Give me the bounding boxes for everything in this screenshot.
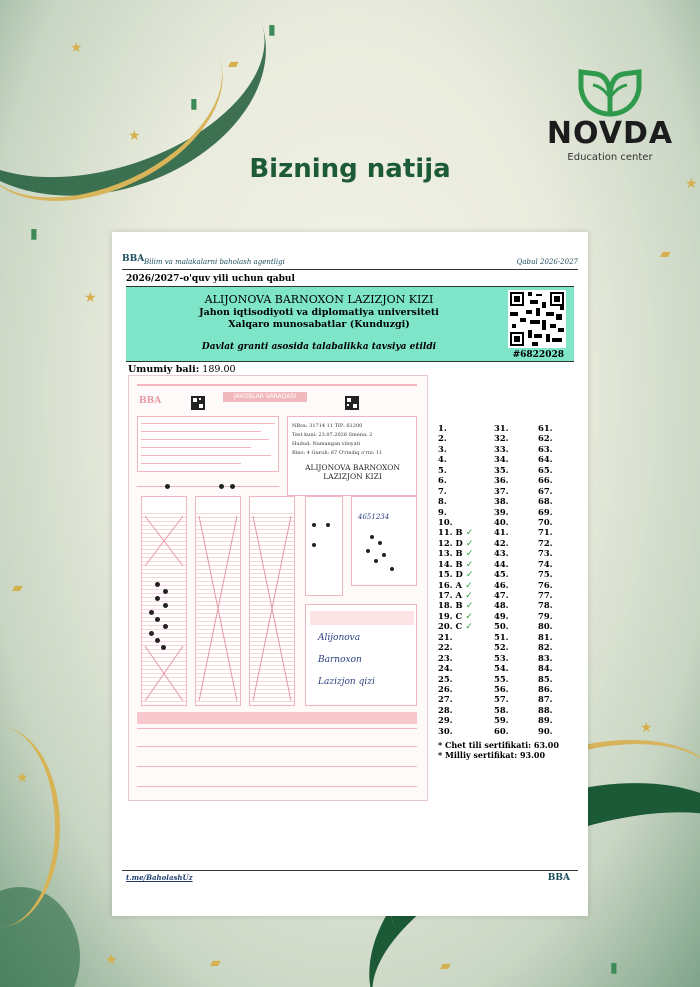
university-name: Jahon iqtisodiyoti va diplomatiya universiteti: [199, 307, 439, 318]
filled-bubble: [312, 543, 316, 547]
answer-item: 59.: [494, 715, 509, 726]
brand-tagline: Education center: [567, 152, 653, 163]
answer-item: 67.: [538, 485, 553, 496]
filled-bubble: [370, 535, 374, 539]
instructions-box: [137, 416, 279, 472]
answer-item: 42.: [494, 537, 509, 548]
total-score-label: Umumiy bali:: [128, 364, 200, 375]
sheet-border: [137, 384, 417, 386]
instruction-line: [141, 463, 241, 464]
answer-number: 16.: [438, 579, 453, 590]
answer-item: 51.: [494, 631, 509, 642]
answers-column-3: [538, 423, 553, 736]
check-icon: ✓: [462, 549, 474, 560]
agency-name: Bilim va malakalarni baholash agentligi: [144, 258, 285, 266]
star-icon: ★: [105, 952, 118, 968]
answer-number: 3.: [438, 443, 447, 454]
answer-item: 53.: [494, 652, 509, 663]
confetti-icon: ▰: [228, 56, 239, 72]
answer-number: 8.: [438, 496, 447, 507]
answer-item: [438, 694, 473, 704]
answer-item: [438, 705, 473, 715]
answer-item: 86.: [538, 683, 553, 694]
answer-item: 36.: [494, 475, 509, 486]
star-icon: ★: [16, 770, 29, 786]
answer-letter: B: [455, 600, 463, 611]
sheet-qr-icon: [191, 396, 205, 410]
cert-value: 63.00: [533, 740, 559, 750]
answer-number: 9.: [438, 506, 447, 517]
answer-number: 26.: [438, 683, 453, 694]
code-box: [351, 496, 417, 586]
answer-item: [438, 548, 473, 558]
answer-item: 60.: [494, 725, 509, 736]
answer-number: 30.: [438, 725, 453, 736]
confetti-icon: ▰: [12, 580, 23, 596]
confetti-icon: ▮: [610, 960, 618, 976]
filled-bubble: [155, 638, 160, 643]
answer-item: [438, 538, 473, 548]
answer-number: 18.: [438, 600, 453, 611]
sheet-meta-line: Hudud: Namangan viloyati: [292, 441, 361, 447]
answer-item: [438, 496, 473, 506]
answer-item: 49.: [494, 610, 509, 621]
answer-item: 63.: [538, 443, 553, 454]
answer-item: [438, 559, 473, 569]
star-icon: ★: [640, 720, 653, 736]
answer-number: 15.: [438, 569, 453, 580]
answer-item: 47.: [494, 590, 509, 600]
certificate-sheet: [112, 232, 588, 916]
grant-status: Davlat granti asosida talabalikka tavsiya etildi: [201, 342, 437, 352]
signature-line: Alijonova: [318, 633, 361, 643]
marker-dot: [219, 484, 224, 489]
filled-bubble: [155, 617, 160, 622]
filled-bubble: [155, 582, 160, 587]
filled-bubble: [366, 549, 370, 553]
star-icon: ★: [685, 176, 698, 192]
answer-item: 52.: [494, 642, 509, 653]
answer-item: 64.: [538, 454, 553, 465]
footer-divider: [122, 870, 578, 871]
filled-bubble: [374, 559, 378, 563]
sheet-logo-icon: BBA: [139, 396, 162, 406]
answer-item: 84.: [538, 663, 553, 674]
filled-bubble: [161, 645, 166, 650]
answer-item: [438, 517, 473, 527]
crossed-columns: [141, 496, 295, 706]
sheet-divider: [137, 766, 417, 767]
answer-item: [438, 569, 473, 579]
answer-item: 70.: [538, 516, 553, 527]
sheet-divider: [137, 486, 279, 487]
instruction-line: [141, 431, 261, 432]
signature-box: [305, 604, 417, 706]
leaf-logo-icon: [575, 68, 645, 118]
check-icon: ✓: [462, 601, 474, 612]
answer-item: [438, 454, 473, 464]
sheet-divider: [137, 728, 417, 729]
sheet-meta-line: NBox: 31714 11 TIP: 61200: [292, 423, 363, 429]
certificates-list: [438, 740, 559, 760]
agency-logo-icon: BBA: [547, 873, 570, 883]
answer-number: 23.: [438, 652, 453, 663]
answer-item: 62.: [538, 433, 553, 444]
answer-item: 69.: [538, 506, 553, 517]
sheet-name-line: ALIJONOVA BARNOXON: [305, 463, 400, 472]
filled-bubble: [163, 624, 168, 629]
cert-line: [438, 750, 559, 760]
answer-item: [438, 611, 473, 621]
filled-bubble: [326, 523, 330, 527]
answer-letter: B: [455, 558, 463, 569]
star-icon: ★: [84, 290, 97, 306]
star-icon: ★: [70, 40, 83, 56]
answer-number: 1.: [438, 423, 447, 433]
answer-letter: B: [455, 548, 463, 559]
answer-item: [438, 527, 473, 537]
answer-number: 4.: [438, 454, 447, 465]
cert-value: 93.00: [519, 750, 546, 760]
answer-item: [438, 632, 473, 642]
answer-number: 27.: [438, 694, 453, 705]
confetti-icon: ▮: [30, 226, 38, 242]
answer-item: 34.: [494, 454, 509, 465]
certificate-id: #6822028: [512, 350, 564, 360]
answer-item: [438, 715, 473, 725]
answer-number: 10.: [438, 516, 453, 527]
answer-number: 14.: [438, 558, 453, 569]
answer-item: 58.: [494, 704, 509, 715]
signature-line: Lazizjon qizi: [318, 677, 375, 687]
answer-item: [438, 465, 473, 475]
sheet-meta-line: Bino: 4 Guruh: 67 O'rindiq o'rni: 11: [292, 450, 383, 456]
admission-label: 2026/2027-o'quv yili uchun qabul: [126, 274, 295, 284]
answer-letter: C: [455, 621, 463, 632]
answer-item: 85.: [538, 673, 553, 684]
admission-year: Qabul 2026-2027: [516, 258, 578, 266]
answer-number: 13.: [438, 548, 453, 559]
answer-number: 25.: [438, 673, 453, 684]
check-icon: ✓: [462, 580, 473, 591]
marker-dot: [230, 484, 235, 489]
sheet-divider: [137, 746, 417, 747]
handwritten-code: 4651234: [358, 513, 390, 521]
check-icon: ✓: [462, 622, 473, 633]
filled-bubble: [390, 567, 394, 571]
confetti-icon: ▰: [660, 246, 671, 262]
answer-item: [438, 663, 473, 673]
answer-item: 81.: [538, 631, 553, 642]
cert-label: * Milliy sertifikat:: [438, 750, 518, 760]
sheet-divider: [137, 786, 417, 787]
answer-item: [438, 444, 473, 454]
answer-item: [438, 653, 473, 663]
answer-number: 6.: [438, 475, 447, 486]
answer-item: 43.: [494, 548, 509, 559]
answer-item: 89.: [538, 715, 553, 726]
answer-sheet-scan: [128, 375, 428, 801]
cert-line: [438, 740, 559, 750]
brand-name: NOVDA: [546, 116, 674, 151]
answer-number: 29.: [438, 715, 453, 726]
instruction-line: [141, 439, 269, 440]
answer-item: 77.: [538, 590, 553, 600]
answer-item: 83.: [538, 652, 553, 663]
check-icon: ✓: [462, 570, 474, 581]
answer-item: [438, 486, 473, 496]
answer-item: [438, 600, 473, 610]
marker-dot: [165, 484, 170, 489]
answer-letter: A: [455, 590, 462, 600]
answer-item: 41.: [494, 527, 509, 538]
page-title: Bizning natija: [249, 154, 451, 184]
answer-item: 74.: [538, 558, 553, 569]
answer-item: [438, 684, 473, 694]
check-icon: ✓: [462, 591, 473, 601]
instruction-line: [141, 423, 275, 424]
qr-code-icon: [508, 290, 566, 348]
answer-letter: D: [455, 537, 463, 548]
answer-item: 66.: [538, 475, 553, 486]
answer-item: 50.: [494, 621, 509, 632]
confetti-icon: ▮: [190, 96, 198, 112]
answer-item: 61.: [538, 423, 553, 433]
answer-item: [438, 433, 473, 443]
answer-letter: C: [455, 610, 463, 621]
answer-item: 35.: [494, 464, 509, 475]
certificate-header: [122, 254, 578, 270]
filled-bubble: [155, 596, 160, 601]
answer-item: 73.: [538, 548, 553, 559]
check-icon: ✓: [462, 559, 474, 570]
answer-letter: A: [455, 579, 462, 590]
answer-item: 72.: [538, 537, 553, 548]
answer-item: 31.: [494, 423, 509, 433]
sheet-footer-band: [137, 712, 417, 724]
answer-item: [438, 507, 473, 517]
answer-item: 39.: [494, 506, 509, 517]
answer-item: 71.: [538, 527, 553, 538]
answer-number: 12.: [438, 537, 453, 548]
answer-item: 37.: [494, 485, 509, 496]
answer-item: [438, 674, 473, 684]
answer-item: 40.: [494, 516, 509, 527]
answer-item: 56.: [494, 683, 509, 694]
sheet-name-line: LAZIZJON KIZI: [323, 472, 382, 481]
answer-item: 68.: [538, 496, 553, 507]
answer-item: 90.: [538, 725, 553, 736]
answer-number: 28.: [438, 704, 453, 715]
instruction-line: [141, 455, 271, 456]
star-icon: ★: [128, 128, 141, 144]
answer-number: 2.: [438, 433, 447, 444]
answer-item: [438, 423, 473, 433]
answer-item: 54.: [494, 663, 509, 674]
answer-sheet-title: JAVOBLAR VARAQASI: [223, 392, 307, 402]
check-icon: ✓: [462, 611, 473, 622]
confetti-icon: ▰: [440, 958, 451, 974]
answers-column-1: [438, 423, 473, 736]
answer-item: [438, 642, 473, 652]
filled-bubble: [163, 589, 168, 594]
answer-item: 32.: [494, 433, 509, 444]
answers-column-2: [494, 423, 509, 736]
answer-letter: D: [455, 569, 463, 580]
answer-item: 80.: [538, 621, 553, 632]
check-icon: ✓: [462, 528, 474, 539]
instruction-line: [141, 447, 251, 448]
filled-bubble: [149, 610, 154, 615]
total-score-value: 189.00: [202, 364, 236, 375]
confetti-icon: ▰: [210, 955, 221, 971]
answer-number: 5.: [438, 464, 447, 475]
answer-number: 11.: [438, 527, 453, 538]
answer-item: 78.: [538, 600, 553, 611]
filled-bubble: [378, 541, 382, 545]
result-banner: [126, 286, 574, 362]
filled-bubble: [382, 553, 386, 557]
answer-item: 44.: [494, 558, 509, 569]
answer-item: [438, 475, 473, 485]
student-name: ALIJONOVA BARNOXON LAZIZJON KIZI: [204, 293, 434, 306]
answer-item: 75.: [538, 569, 553, 580]
answer-number: 21.: [438, 631, 453, 642]
answer-number: 20.: [438, 621, 453, 632]
confetti-icon: ▮: [268, 22, 276, 38]
answer-item: [438, 726, 473, 736]
answer-item: [438, 580, 473, 590]
answer-letter: B: [455, 527, 463, 538]
answer-item: 33.: [494, 443, 509, 454]
signature-line: Barnoxon: [318, 655, 362, 665]
filled-bubble: [312, 523, 316, 527]
filled-bubble: [163, 603, 168, 608]
sheet-qr-icon: [345, 396, 359, 410]
answer-item: 45.: [494, 569, 509, 580]
answer-item: 79.: [538, 610, 553, 621]
total-score: [128, 364, 236, 375]
sheet-meta-line: Test kuni: 23.07.2026 Smena: 2: [292, 432, 373, 438]
variant-box: [305, 496, 343, 596]
answer-item: 82.: [538, 642, 553, 653]
answer-item: 57.: [494, 694, 509, 705]
answer-item: 88.: [538, 704, 553, 715]
answer-number: 22.: [438, 642, 453, 653]
answer-item: 38.: [494, 496, 509, 507]
faculty-name: Xalqaro munosabatlar (Kunduzgi): [228, 319, 410, 330]
telegram-link[interactable]: t.me/BaholashUz: [126, 873, 193, 882]
answer-item: 87.: [538, 694, 553, 705]
answer-number: 24.: [438, 663, 453, 674]
check-icon: ✓: [462, 538, 474, 549]
answer-item: 55.: [494, 673, 509, 684]
answer-item: 46.: [494, 579, 509, 590]
cert-label: * Chet tili sertifikati:: [438, 740, 532, 750]
agency-logo-icon: BBA: [122, 254, 145, 264]
answer-number: 17.: [438, 590, 453, 600]
answer-number: 19.: [438, 610, 453, 621]
filled-bubble: [149, 631, 154, 636]
answer-item: 65.: [538, 464, 553, 475]
student-info-box: [287, 416, 417, 496]
answer-item: 76.: [538, 579, 553, 590]
answer-number: 7.: [438, 485, 447, 496]
sheet-student-name: [295, 463, 410, 481]
answer-item: [438, 621, 473, 631]
signature-notice: [310, 611, 414, 625]
brand-logo: [540, 68, 680, 163]
answer-item: [438, 590, 473, 600]
answer-item: 48.: [494, 600, 509, 611]
